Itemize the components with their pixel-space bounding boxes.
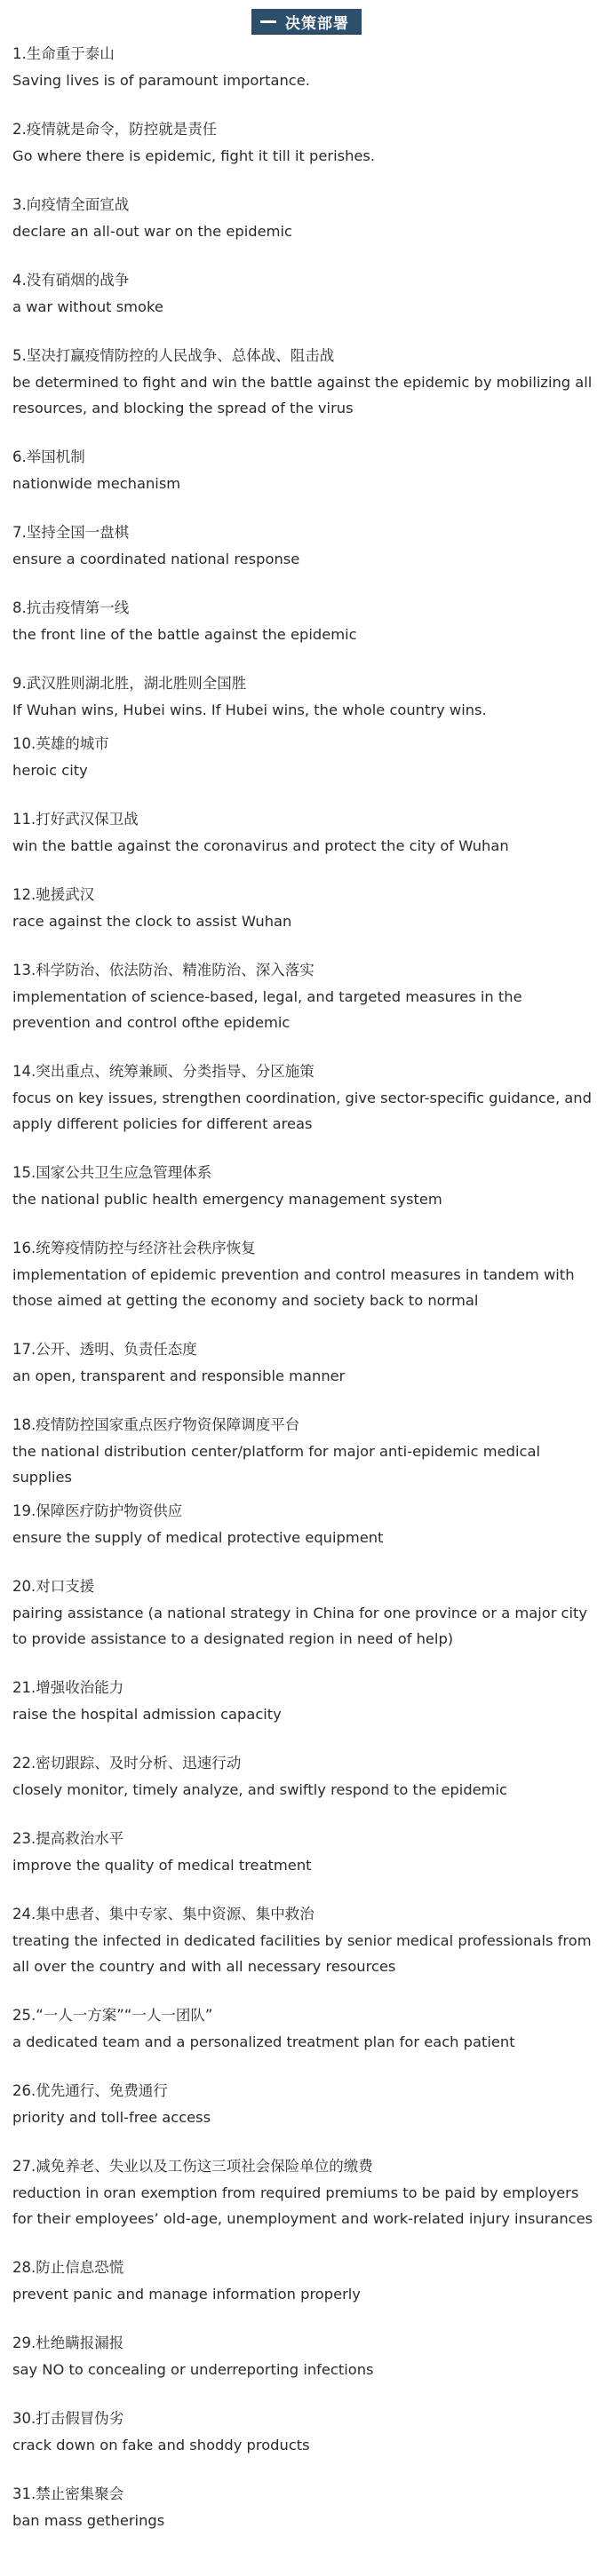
term-entry bbox=[12, 1829, 601, 1878]
term-chinese: 31.禁止密集聚会 bbox=[12, 2485, 124, 2502]
term-entry bbox=[12, 448, 601, 496]
section-header bbox=[0, 0, 613, 44]
term-english: Go where there is epidemic, fight it till it perishes. bbox=[12, 147, 376, 164]
term-entry bbox=[12, 523, 601, 572]
term-chinese: 18.疫情防控国家重点医疗物资保障调度平台 bbox=[12, 1416, 300, 1433]
term-entry bbox=[12, 2409, 601, 2458]
term-english: ensure the supply of medical protective equipment bbox=[12, 1529, 384, 1546]
section-title-tag bbox=[251, 9, 362, 34]
term-entry bbox=[12, 346, 601, 421]
term-english: ensure a coordinated national response bbox=[12, 551, 300, 567]
term-entry bbox=[12, 2258, 601, 2307]
term-english: reduction in oran exemption from required premiums to be paid by employers for their employees’ old-age, unemployment and work-related injury insurances bbox=[12, 2184, 593, 2227]
term-english: ban mass getherings bbox=[12, 2512, 165, 2529]
term-chinese: 11.打好武汉保卫战 bbox=[12, 811, 139, 828]
term-english: raise the hospital admission capacity bbox=[12, 1706, 282, 1723]
term-english: If Wuhan wins, Hubei wins. If Hubei wins, the whole country wins. bbox=[12, 701, 487, 718]
term-english: closely monitor, timely analyze, and swiftly respond to the epidemic bbox=[12, 1781, 508, 1798]
term-entry bbox=[12, 1340, 601, 1389]
term-chinese: 6.举国机制 bbox=[12, 448, 85, 465]
term-entry bbox=[12, 734, 601, 783]
term-list bbox=[0, 44, 613, 2533]
term-chinese: 13.科学防治、依法防治、精准防治、深入落实 bbox=[12, 962, 314, 979]
term-entry bbox=[12, 1163, 601, 1212]
term-chinese: 1.生命重于泰山 bbox=[12, 45, 115, 62]
term-chinese: 12.驰援武汉 bbox=[12, 886, 95, 903]
term-english: pairing assistance (a national strategy in China for one province or a major city to provide assistance to a designated region in need of help) bbox=[12, 1605, 588, 1647]
term-entry bbox=[12, 674, 601, 723]
term-chinese: 27.减免养老、失业以及工伤这三项社会保险单位的缴费 bbox=[12, 2158, 373, 2175]
term-entry bbox=[12, 1502, 601, 1550]
term-english: prevent panic and manage information properly bbox=[12, 2286, 361, 2303]
term-entry bbox=[12, 1754, 601, 1803]
term-chinese: 30.打击假冒伪劣 bbox=[12, 2410, 124, 2427]
term-english: an open, transparent and responsible manner bbox=[12, 1367, 346, 1384]
term-chinese: 5.坚决打赢疫情防控的人民战争、总体战、阻击战 bbox=[12, 347, 335, 364]
term-chinese: 26.优先通行、免费通行 bbox=[12, 2082, 168, 2099]
term-entry bbox=[12, 1239, 601, 1313]
term-entry bbox=[12, 961, 601, 1035]
term-entry bbox=[12, 2081, 601, 2130]
term-english: a dedicated team and a personalized treatment plan for each patient bbox=[12, 2033, 515, 2050]
term-english: declare an all-out war on the epidemic bbox=[12, 223, 292, 240]
term-chinese: 23.提高救治水平 bbox=[12, 1830, 124, 1847]
term-chinese: 16.统筹疫情防控与经济社会秩序恢复 bbox=[12, 1240, 256, 1256]
term-english: improve the quality of medical treatment bbox=[12, 1857, 312, 1874]
term-chinese: 15.国家公共卫生应急管理体系 bbox=[12, 1164, 212, 1181]
term-entry bbox=[12, 2157, 601, 2231]
term-chinese: 8.抗击疫情第一线 bbox=[12, 599, 130, 616]
term-chinese: 21.增强收治能力 bbox=[12, 1679, 124, 1696]
term-entry bbox=[12, 120, 601, 169]
term-english: say NO to concealing or underreporting infections bbox=[12, 2361, 374, 2378]
term-english: Saving lives is of paramount importance. bbox=[12, 72, 310, 89]
term-chinese: 20.对口支援 bbox=[12, 1578, 95, 1595]
term-english: race against the clock to assist Wuhan bbox=[12, 913, 292, 930]
term-chinese: 25.“一人一方案”“一人一团队” bbox=[12, 2007, 213, 2024]
term-english: treating the infected in dedicated facilities by senior medical professionals from all over the country and with all necessary resources bbox=[12, 1932, 592, 1975]
term-entry bbox=[12, 1062, 601, 1137]
term-entry bbox=[12, 2485, 601, 2533]
term-entry bbox=[12, 195, 601, 244]
term-entry bbox=[12, 1577, 601, 1652]
term-english: implementation of epidemic prevention and control measures in tandem with those aimed at getting the economy and society back to normal bbox=[12, 1266, 575, 1309]
term-entry bbox=[12, 598, 601, 647]
dash-icon bbox=[260, 20, 276, 23]
term-english: win the battle against the coronavirus and protect the city of Wuhan bbox=[12, 837, 509, 854]
term-english: be determined to fight and win the battle against the epidemic by mobilizing all resources, and blocking the spread of the virus bbox=[12, 374, 593, 416]
term-chinese: 22.密切跟踪、及时分析、迅速行动 bbox=[12, 1755, 242, 1771]
term-entry bbox=[12, 271, 601, 320]
term-chinese: 2.疫情就是命令，防控就是责任 bbox=[12, 121, 218, 138]
term-chinese: 4.没有硝烟的战争 bbox=[12, 272, 130, 289]
term-english: heroic city bbox=[12, 762, 88, 779]
term-english: nationwide mechanism bbox=[12, 475, 181, 492]
term-english: a war without smoke bbox=[12, 298, 163, 315]
term-chinese: 24.集中患者、集中专家、集中资源、集中救治 bbox=[12, 1906, 314, 1922]
term-english: focus on key issues, strengthen coordination, give sector-specific guidance, and apply different policies for different areas bbox=[12, 1090, 592, 1132]
term-entry bbox=[12, 2006, 601, 2055]
term-entry bbox=[12, 885, 601, 934]
term-entry bbox=[12, 44, 601, 93]
term-chinese: 3.向疫情全面宣战 bbox=[12, 196, 130, 213]
term-chinese: 19.保障医疗防护物资供应 bbox=[12, 1502, 183, 1519]
term-english: the front line of the battle against the epidemic bbox=[12, 626, 357, 643]
term-chinese: 9.武汉胜则湖北胜，湖北胜则全国胜 bbox=[12, 675, 247, 692]
term-english: the national distribution center/platform for major anti-epidemic medical supplies bbox=[12, 1443, 540, 1486]
term-entry bbox=[12, 2334, 601, 2382]
term-entry bbox=[12, 810, 601, 859]
term-chinese: 28.防止信息恐慌 bbox=[12, 2259, 124, 2276]
term-chinese: 10.英雄的城市 bbox=[12, 735, 109, 752]
term-chinese: 17.公开、透明、负责任态度 bbox=[12, 1341, 197, 1358]
term-chinese: 14.突出重点、统筹兼顾、分类指导、分区施策 bbox=[12, 1063, 314, 1080]
section-title: 决策部署 bbox=[285, 14, 349, 33]
term-entry bbox=[12, 1905, 601, 1979]
term-entry bbox=[12, 1678, 601, 1727]
term-english: implementation of science-based, legal, and targeted measures in the prevention and control ofthe epidemic bbox=[12, 988, 522, 1031]
term-english: crack down on fake and shoddy products bbox=[12, 2437, 310, 2453]
term-chinese: 29.杜绝瞒报漏报 bbox=[12, 2334, 124, 2351]
term-english: priority and toll-free access bbox=[12, 2109, 211, 2126]
term-entry bbox=[12, 1415, 601, 1490]
term-chinese: 7.坚持全国一盘棋 bbox=[12, 524, 130, 541]
term-english: the national public health emergency management system bbox=[12, 1191, 442, 1208]
